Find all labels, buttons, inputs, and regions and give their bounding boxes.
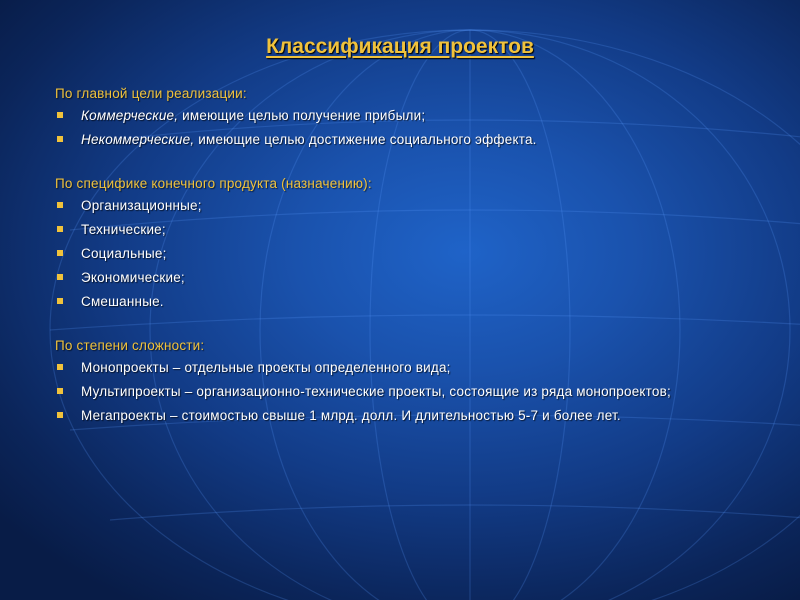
- bullet-icon: [57, 250, 63, 256]
- item-text: Мегапроекты – стоимостью свыше 1 млрд. долл. И длительностью 5-7 и более лет.: [81, 408, 621, 423]
- bullet-icon: [57, 388, 63, 394]
- bullet-icon: [57, 364, 63, 370]
- item-text: Экономические;: [81, 270, 185, 285]
- list-item: [55, 244, 785, 264]
- list-item: [55, 196, 785, 216]
- list-item: [55, 106, 785, 126]
- item-text: имеющие целью получение прибыли;: [178, 108, 426, 123]
- section-main-goal: [55, 84, 785, 150]
- section-heading: По степени сложности:: [55, 338, 205, 353]
- bullet-icon: [57, 202, 63, 208]
- list-item: [55, 292, 785, 312]
- item-text: Смешанные.: [81, 294, 164, 309]
- item-text: Организационные;: [81, 198, 202, 213]
- bullet-icon: [57, 274, 63, 280]
- slide-content: [55, 84, 785, 430]
- list-item: [55, 268, 785, 288]
- section-heading: По специфике конечного продукта (назначению):: [55, 176, 372, 191]
- slide-title: [0, 35, 800, 59]
- bullet-icon: [57, 226, 63, 232]
- bullet-icon: [57, 136, 63, 142]
- section-heading: По главной цели реализации:: [55, 86, 247, 101]
- item-emphasis: Некоммерческие,: [81, 132, 195, 147]
- bullet-icon: [57, 112, 63, 118]
- item-text: Мультипроекты – организационно-технические проекты, состоящие из ряда монопроектов;: [81, 384, 671, 399]
- slide-title-text: Классификация проектов: [266, 35, 534, 58]
- list-item: [55, 358, 785, 378]
- list-item: [55, 406, 785, 426]
- bullet-icon: [57, 298, 63, 304]
- bullet-icon: [57, 412, 63, 418]
- list-item: [55, 130, 785, 150]
- section-complexity: [55, 336, 785, 426]
- item-text: имеющие целью достижение социального эффекта.: [194, 132, 537, 147]
- section-product-specifics: [55, 174, 785, 312]
- item-text: Социальные;: [81, 246, 167, 261]
- item-emphasis: Коммерческие,: [81, 108, 179, 123]
- item-text: Монопроекты – отдельные проекты определенного вида;: [81, 360, 451, 375]
- list-item: [55, 382, 741, 402]
- item-text: Технические;: [81, 222, 166, 237]
- list-item: [55, 220, 785, 240]
